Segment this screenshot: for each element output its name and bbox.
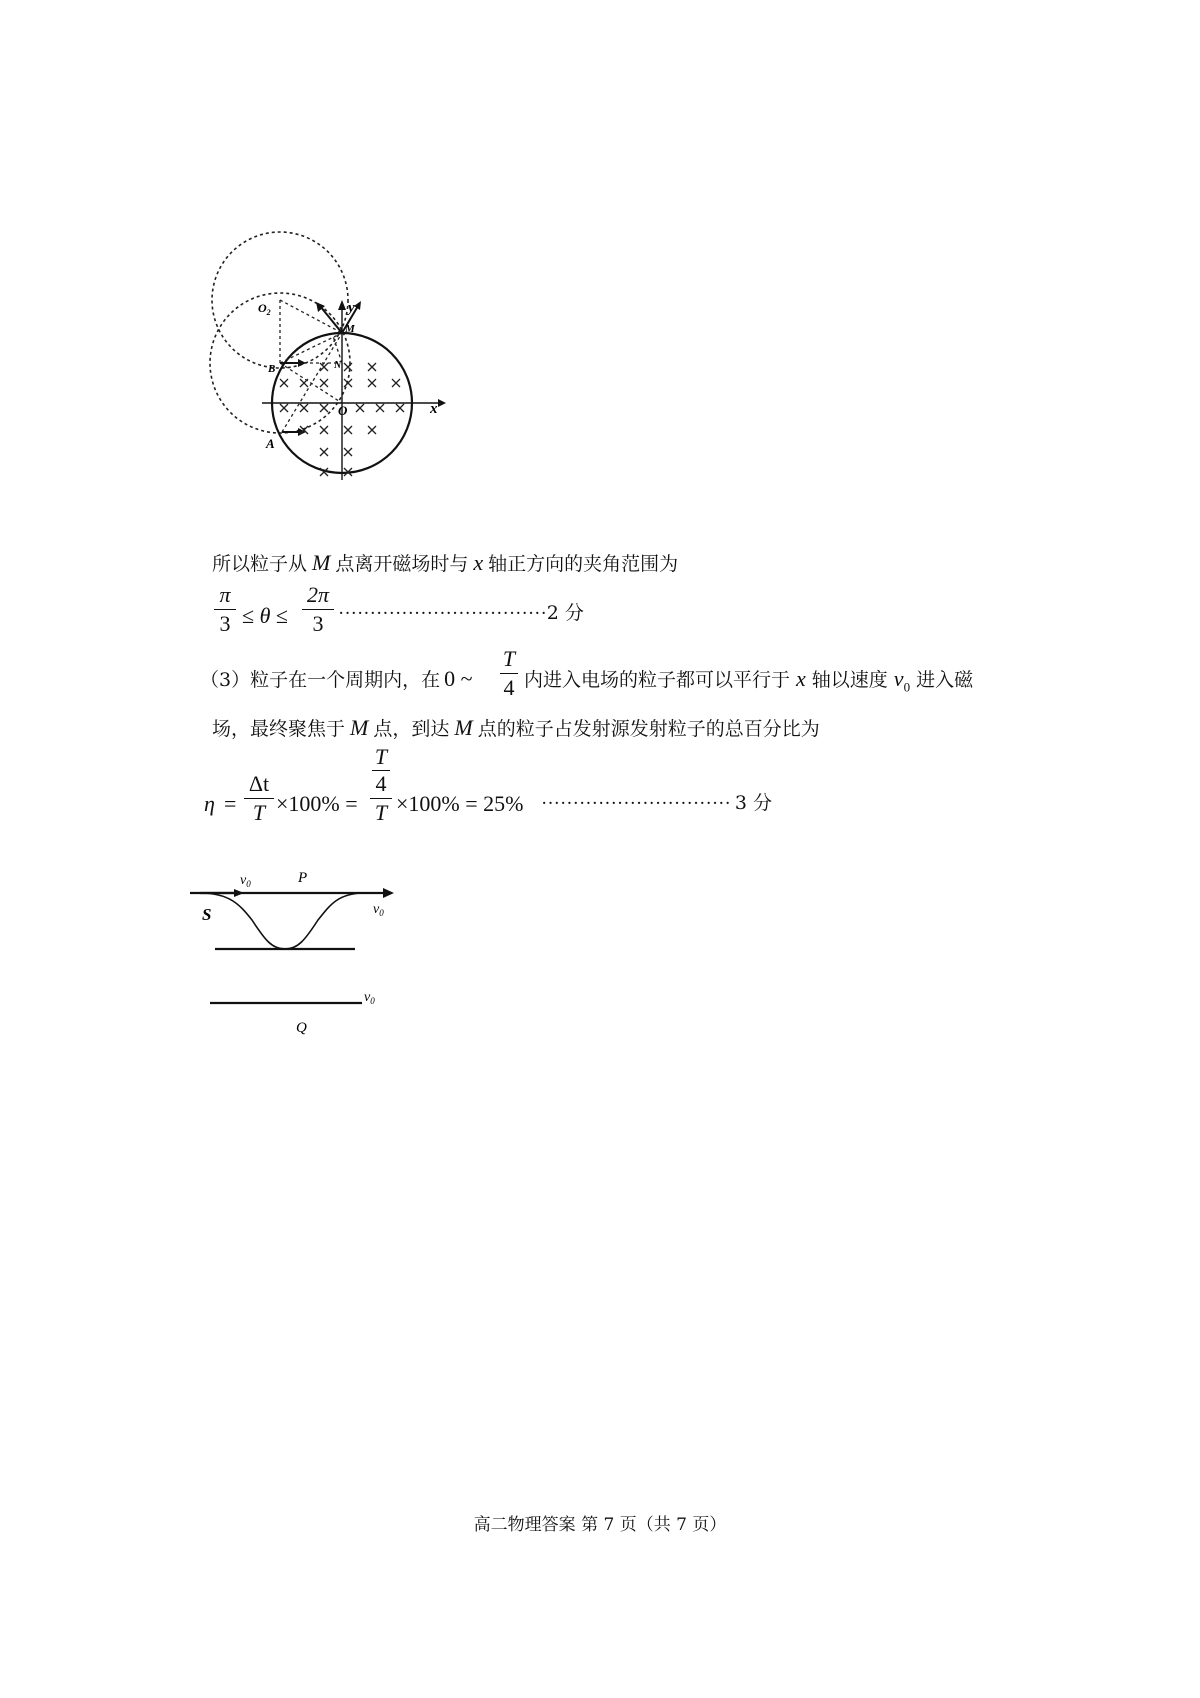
x-axis-arrow: [438, 399, 446, 407]
part3-line2-text-2: 点，到达: [373, 718, 450, 740]
equals-sign: =: [224, 791, 237, 816]
conclusion-line: [212, 552, 678, 574]
source-s-label: S: [202, 905, 212, 924]
conclusion-mid: 点离开磁场时与: [335, 553, 469, 575]
part3-intro: （3）粒子在一个周期内，在: [200, 669, 441, 691]
times-100-percent-1: ×100% =: [276, 791, 358, 816]
score-line-1: [338, 604, 584, 623]
v0-label-3: $v_0$: [364, 990, 375, 1006]
fraction-bar: [370, 798, 392, 799]
fraction-t4-over-t: [370, 746, 392, 824]
point-m-ref-2: M: [350, 715, 369, 740]
construction-line-o2-m: [280, 300, 342, 333]
inequality-middle: [242, 603, 288, 629]
fraction-bar: [302, 609, 334, 610]
le-sign-2: ≤: [275, 603, 288, 628]
plate-p-arrowhead: [383, 888, 394, 898]
plate-p-label: P: [298, 870, 308, 886]
fraction-denominator: T: [374, 800, 388, 825]
fraction-denominator: T: [252, 800, 266, 825]
part3-text-4: 进入磁: [916, 669, 974, 691]
incoming-arrowhead: [234, 889, 244, 897]
score-line-2: [541, 794, 772, 813]
fraction-t-over-4: [500, 648, 518, 699]
y-axis-label: y: [348, 300, 355, 316]
point-a-label: A: [266, 436, 275, 451]
particle-trajectory: [200, 893, 365, 949]
point-n-label: N: [334, 360, 342, 371]
theta-symbol: θ: [259, 603, 271, 628]
plate-q-label: Q: [296, 1020, 307, 1036]
part3-line2-text-1: 场，最终聚焦于: [212, 718, 346, 740]
fraction-numerator: 2π: [306, 582, 330, 607]
entry-arrowhead-b: [298, 359, 306, 367]
conclusion-suffix: 轴正方向的夹角范围为: [488, 553, 679, 575]
y-axis-arrow: [338, 300, 346, 310]
fraction-delta-t-over-t: [244, 773, 274, 824]
nested-numerator-t: T: [374, 744, 388, 769]
fraction-denominator: 3: [312, 611, 324, 636]
point-m-label: M: [345, 323, 355, 335]
part3-line2-text-3: 点的粒子占发射源发射粒子的总百分比为: [477, 718, 820, 740]
fraction-bar: [244, 798, 274, 799]
fraction-denominator: 4: [503, 675, 515, 700]
exit-velocity-arrow-1: [320, 306, 342, 333]
eta-symbol: η: [204, 791, 215, 816]
times-100-percent-result: ×100% = 25%: [396, 791, 524, 816]
leader-dots: ·································: [338, 603, 547, 624]
page-footer: 高二物理答案 第 7 页（共 7 页）: [473, 1515, 727, 1535]
part3-line1-rest: [524, 668, 973, 693]
point-m-ref-3: M: [454, 715, 473, 740]
fraction-numerator: Δt: [248, 771, 270, 796]
time-range-start: 0 ~: [444, 666, 473, 691]
fraction-pi-over-3: [214, 584, 236, 635]
point-o2-label: $O_2$: [258, 301, 271, 317]
parallel-plates-diagram: [190, 860, 410, 1050]
fraction-numerator: T: [502, 646, 516, 671]
le-sign-1: ≤: [242, 603, 255, 628]
construction-line-a-m: [282, 333, 342, 432]
nested-denominator-4: 4: [375, 771, 387, 796]
fraction-numerator: π: [219, 582, 231, 607]
point-b-label: B: [268, 363, 276, 375]
point-m-ref: M: [312, 550, 331, 575]
fraction-denominator: 3: [219, 611, 231, 636]
velocity-v0: $v_0$: [893, 666, 911, 695]
leader-dots: ······························: [541, 793, 731, 814]
origin-label: O: [338, 403, 348, 418]
score-text: 2 分: [546, 602, 584, 624]
v0-label-1: $v_0$: [240, 873, 251, 889]
x-axis-ref: x: [473, 550, 484, 575]
conclusion-prefix: 所以粒子从: [212, 553, 308, 575]
x-axis-ref-2: x: [796, 666, 806, 691]
magnetic-field-diagram: [200, 220, 500, 520]
part3-text-3: 轴以速度: [811, 669, 888, 691]
x-axis-label: x: [430, 401, 438, 417]
fraction-bar: [500, 673, 518, 674]
part3-line2: [212, 717, 820, 739]
score-text: 3 分: [734, 792, 772, 814]
part3-text-2: 内进入电场的粒子都可以平行于: [524, 669, 791, 691]
v0-label-2: $v_0$: [373, 902, 384, 918]
part3-line1: [200, 668, 473, 690]
fraction-2pi-over-3: [302, 584, 334, 635]
fraction-bar: [214, 609, 236, 610]
